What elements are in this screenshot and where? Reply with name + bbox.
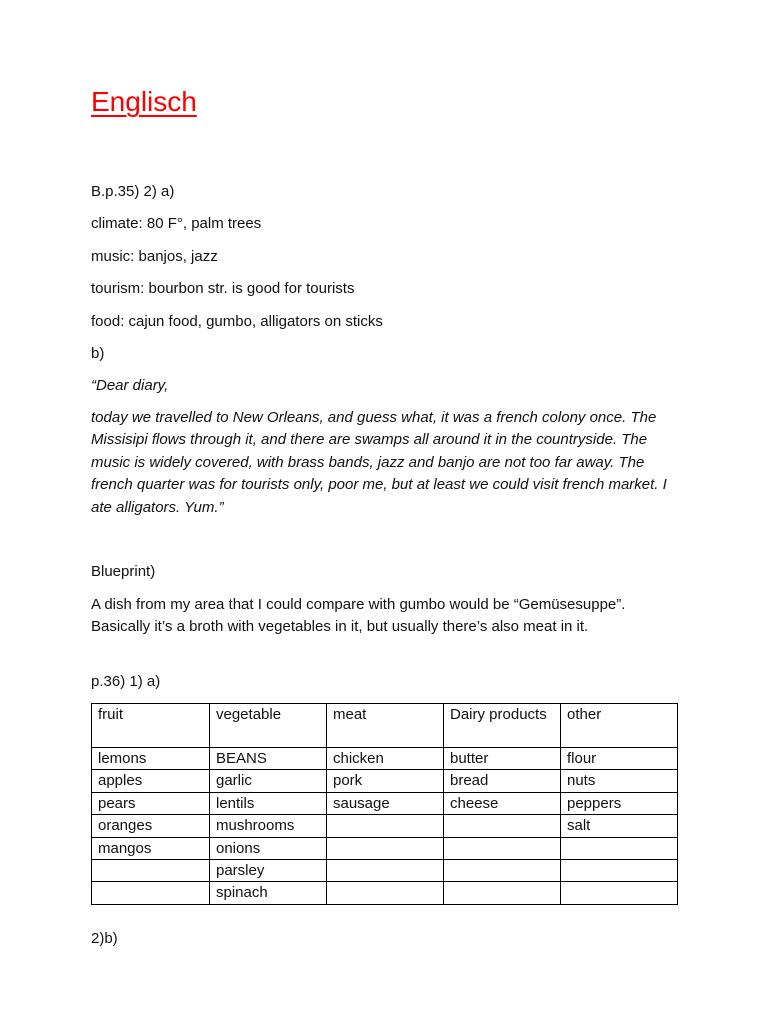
table-cell: pork [327,770,444,792]
blueprint-heading: Blueprint) [91,563,156,580]
table-row [92,837,678,859]
table-header-row [92,704,678,748]
table-cell: bread [444,770,561,792]
blueprint-paragraph: A dish from my area that I could compare with gumbo would be “Gemüsesuppe”. Basically it’s a broth with vegetables in it, but usually there’s also meat in it. [91,596,626,636]
header-fruit: fruit [92,704,210,748]
table-cell: garlic [210,770,327,792]
table-cell [561,859,678,881]
diary-entry: today we travelled to New Orleans, and guess what, it was a french colony once. The Missisipi flows through it, and there are swamps all around it in the countryside. The music is widely covered, with brass bands, jazz and banjo are not too far away. The french quarter was for tourists only, poor me, but at least we could visit french market. I ate alligators. Yum.” [91,409,667,516]
table-cell: chicken [327,748,444,770]
table-cell: oranges [92,815,210,837]
table-cell [327,882,444,904]
table-cell [561,882,678,904]
table-cell [444,815,561,837]
header-dairy: Dairy products [444,704,561,748]
table-cell: butter [444,748,561,770]
table-cell: salt [561,815,678,837]
table-cell [92,882,210,904]
tourism-line: tourism: bourbon str. is good for tourists [91,280,355,297]
table-row [92,792,678,814]
table-cell: parsley [210,859,327,881]
table-row [92,815,678,837]
climate-line: climate: 80 F°, palm trees [91,215,262,232]
table-cell: spinach [210,882,327,904]
table-row [92,748,678,770]
header-other: other [561,704,678,748]
section-heading-b: b) [91,345,105,362]
section-heading-2b: 2)b) [91,930,118,947]
table-row [92,859,678,881]
table-cell: BEANS [210,748,327,770]
table-cell [327,837,444,859]
music-line: music: banjos, jazz [91,248,218,265]
table-cell: mushrooms [210,815,327,837]
table-cell [327,815,444,837]
table-cell: sausage [327,792,444,814]
food-category-table [91,703,678,905]
table-row [92,882,678,904]
document-title: Englisch [91,86,197,117]
table-cell [561,837,678,859]
table-cell: mangos [92,837,210,859]
table-row [92,770,678,792]
table-cell [92,859,210,881]
table-cell: apples [92,770,210,792]
table-cell: pears [92,792,210,814]
table-cell [444,882,561,904]
diary-greeting: “Dear diary, [91,377,169,394]
food-line: food: cajun food, gumbo, alligators on sticks [91,313,383,330]
table-cell [444,837,561,859]
table-cell: cheese [444,792,561,814]
table-cell [327,859,444,881]
section-heading-p36: p.36) 1) a) [91,673,161,690]
table-cell: flour [561,748,678,770]
table-cell: lentils [210,792,327,814]
table-cell: nuts [561,770,678,792]
table-cell [444,859,561,881]
table-cell: onions [210,837,327,859]
table-cell: peppers [561,792,678,814]
table-cell: lemons [92,748,210,770]
section-heading-a: B.p.35) 2) a) [91,183,175,200]
header-vegetable: vegetable [210,704,327,748]
header-meat: meat [327,704,444,748]
